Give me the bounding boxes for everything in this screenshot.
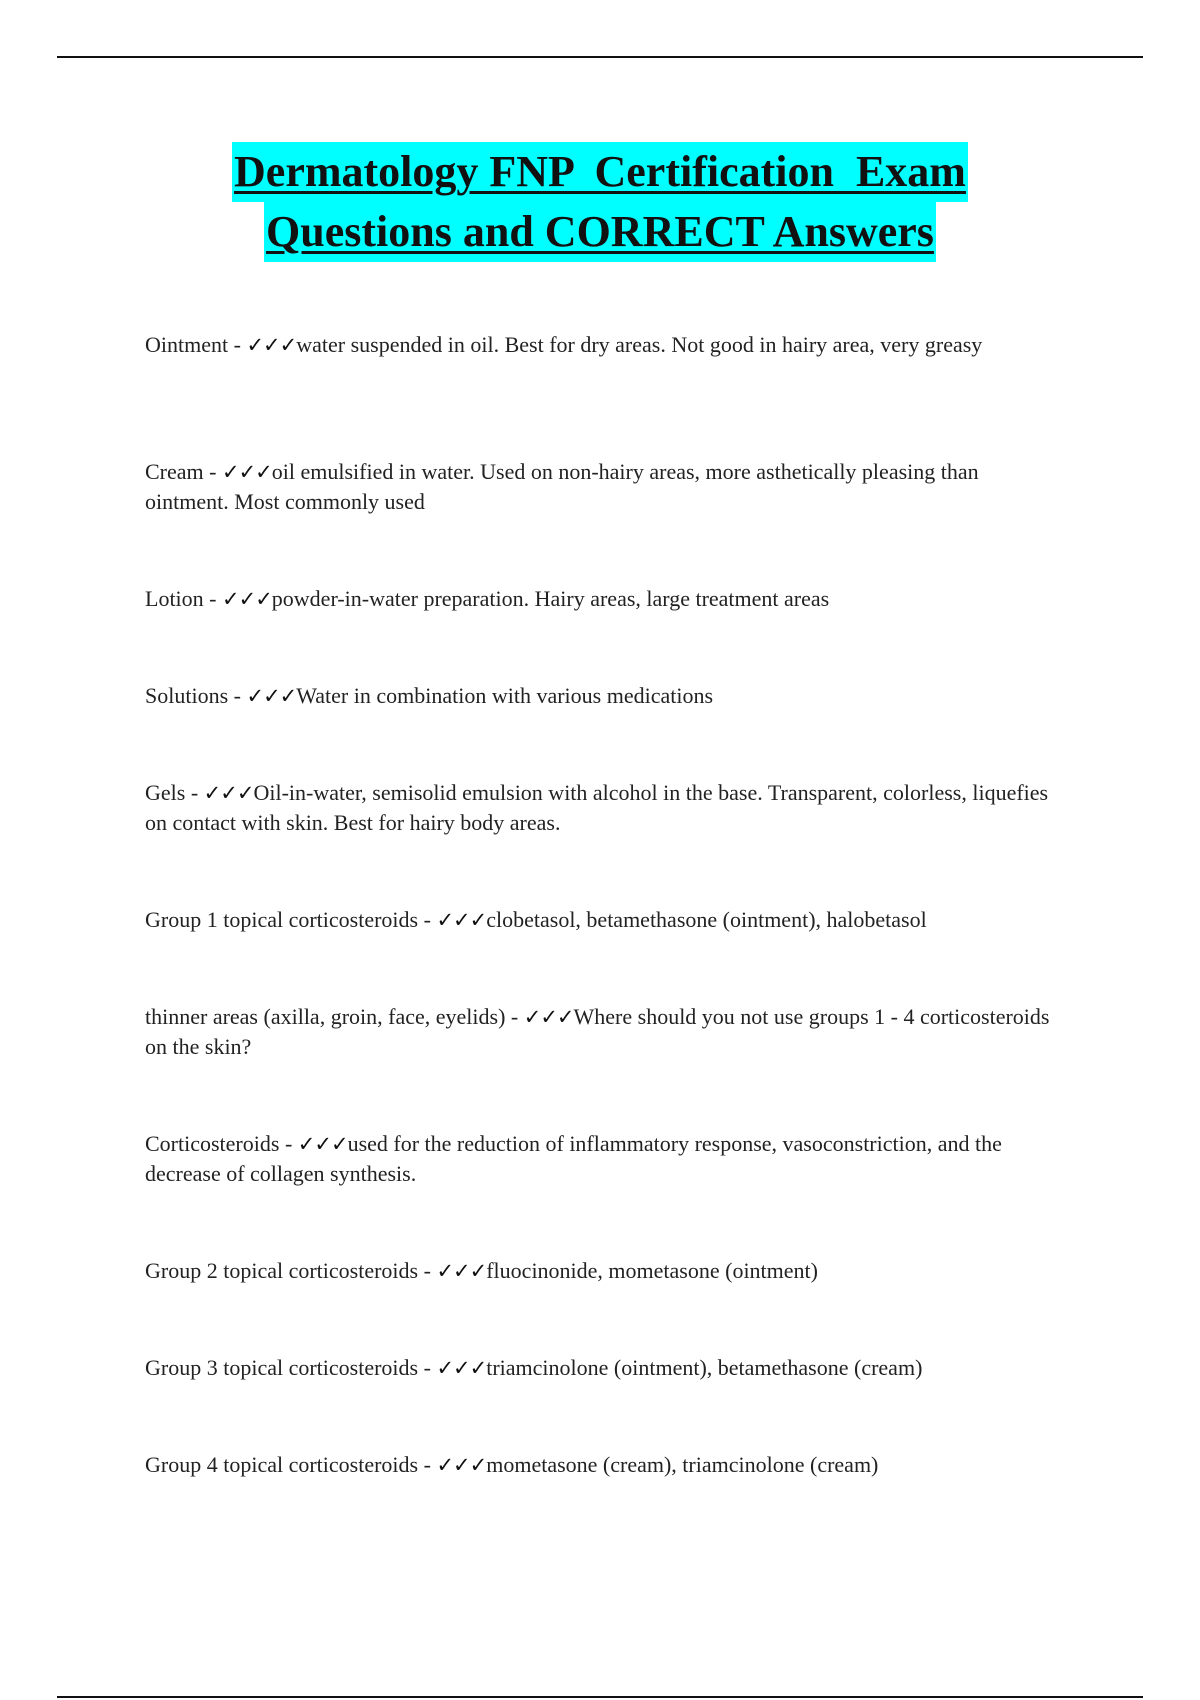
bottom-rule [57, 1696, 1143, 1698]
check-marks-icon: ✓✓✓ [221, 460, 272, 484]
check-marks-icon: ✓✓✓ [436, 1453, 487, 1477]
qa-separator: - [203, 459, 222, 484]
qa-item-gels [145, 778, 1065, 838]
qa-answer: oil emulsified in water. Used on non-hairy areas, more asthetically pleasing than ointment. Most commonly used [145, 459, 979, 514]
qa-term: Gels [145, 780, 186, 805]
qa-separator: - [418, 1452, 437, 1477]
document-title [0, 142, 1200, 262]
qa-item-lotion [145, 584, 1065, 614]
top-rule [57, 56, 1143, 58]
qa-answer: powder-in-water preparation. Hairy areas, large treatment areas [271, 586, 830, 611]
qa-answer: Where should you not use groups 1 - 4 corticosteroids on the skin? [145, 1004, 1050, 1059]
qa-separator: - [505, 1004, 524, 1029]
qa-term: thinner areas (axilla, groin, face, eyelids) [145, 1004, 506, 1029]
qa-item-thinner-areas [145, 1002, 1065, 1062]
qa-separator: - [418, 1258, 437, 1283]
qa-term: Cream [145, 459, 204, 484]
qa-separator: - [228, 683, 247, 708]
qa-separator: - [418, 907, 437, 932]
qa-answer: fluocinonide, mometasone (ointment) [486, 1258, 818, 1283]
qa-answer: clobetasol, betamethasone (ointment), halobetasol [486, 907, 927, 932]
qa-separator: - [279, 1131, 298, 1156]
check-marks-icon: ✓✓✓ [436, 908, 487, 932]
check-marks-icon: ✓✓✓ [203, 781, 254, 805]
qa-term: Lotion [145, 586, 204, 611]
qa-item-group-3 [145, 1353, 1065, 1383]
qa-term: Group 3 topical corticosteroids [145, 1355, 419, 1380]
qa-item-cream [145, 457, 1065, 517]
qa-separator: - [228, 332, 247, 357]
check-marks-icon: ✓✓✓ [297, 1132, 348, 1156]
qa-answer: used for the reduction of inflammatory response, vasoconstriction, and the decrease of collagen synthesis. [145, 1131, 1002, 1186]
qa-term: Corticosteroids [145, 1131, 280, 1156]
qa-answer: Oil-in-water, semisolid emulsion with alcohol in the base. Transparent, colorless, liquefies on contact with skin. Best for hairy body areas. [145, 780, 1049, 835]
title-line-2: Questions and CORRECT Answers [264, 202, 936, 262]
qa-term: Group 4 topical corticosteroids [145, 1452, 419, 1477]
qa-answer: Water in combination with various medications [296, 683, 714, 708]
check-marks-icon: ✓✓✓ [436, 1356, 487, 1380]
check-marks-icon: ✓✓✓ [222, 587, 272, 611]
title-line-1: Dermatology FNP Certification Exam [232, 142, 968, 202]
qa-separator: - [418, 1355, 437, 1380]
check-marks-icon: ✓✓✓ [523, 1005, 574, 1029]
qa-term: Solutions [145, 683, 229, 708]
check-marks-icon: ✓✓✓ [246, 333, 297, 357]
qa-term: Group 1 topical corticosteroids [145, 907, 419, 932]
qa-answer: mometasone (cream), triamcinolone (cream) [486, 1452, 879, 1477]
check-marks-icon: ✓✓✓ [246, 684, 297, 708]
qa-item-ointment [145, 330, 1065, 360]
qa-separator: - [203, 586, 222, 611]
check-marks-icon: ✓✓✓ [436, 1259, 487, 1283]
qa-item-group-4 [145, 1450, 1065, 1480]
qa-term: Group 2 topical corticosteroids [145, 1258, 419, 1283]
qa-answer: triamcinolone (ointment), betamethasone (cream) [486, 1355, 923, 1380]
qa-separator: - [185, 780, 204, 805]
qa-item-corticosteroids [145, 1129, 1065, 1189]
qa-item-group-1 [145, 905, 1065, 935]
qa-answer: water suspended in oil. Best for dry areas. Not good in hairy area, very greasy [296, 332, 983, 357]
qa-term: Ointment [145, 332, 229, 357]
qa-item-group-2 [145, 1256, 1065, 1286]
qa-item-solutions [145, 681, 1065, 711]
